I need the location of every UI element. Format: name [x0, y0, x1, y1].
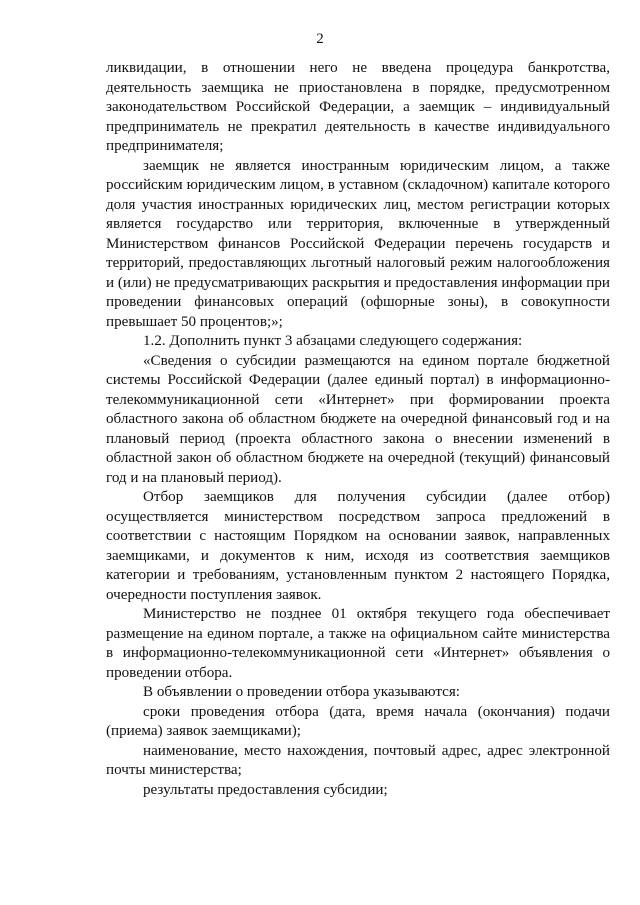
page-number: 2	[316, 31, 324, 47]
paragraph: Министерство не позднее 01 октября текущего года обеспечивает размещение на едином портале, а также на официальном сайте министерства в информационно-телекоммуникационной сети «Интернет» объявления о проведении отбора.	[106, 606, 610, 681]
paragraph: сроки проведения отбора (дата, время начала (окончания) подачи (приема) заявок заемщиками);	[106, 703, 610, 739]
paragraph: ликвидации, в отношении него не введена процедура банкротства, деятельность заемщика не приостановлена в порядке, предусмотренном законодательством Российской Федерации, а заемщик – индивидуальный предприниматель не прекратил деятельность в качестве индивидуального предпринимателя;	[106, 60, 610, 154]
paragraph: заемщик не является иностранным юридическим лицом, а также российским юридическим лицом, в уставном (складочном) капитале которого доля участия иностранных юридических лиц, местом регистрации которых является государство или территория, включенные в утвержденный Министерством финансов Российской Федерации перечень государств и территорий, предоставляющих льготный налоговый режим налогообложения и (или) не предусматривающих раскрытия и предоставления информации при проведении финансовых операций (офшорные зоны), в совокупности превышает 50 процентов;»;	[106, 157, 610, 330]
paragraph: В объявлении о проведении отбора указываются:	[143, 684, 460, 700]
paragraph: Отбор заемщиков для получения субсидии (далее отбор) осуществляется министерством посредством запроса предложений в соответствии с настоящим Порядком на основании заявок, направленных заемщиками, и документов к ним, исходя из соответствия заемщиков категории и требованиям, установленным пунктом 2 настоящего Порядка, очередности поступления заявок.	[106, 489, 610, 603]
paragraph: результаты предоставления субсидии;	[143, 781, 388, 798]
document-body	[106, 59, 610, 800]
paragraph: «Сведения о субсидии размещаются на едином портале бюджетной системы Российской Федерации (далее единый портал) в информационно-телекоммуникационной сети «Интернет» при формировании проекта областного закона об областном бюджете на очередной финансовый год и на плановый период (проекта областного закона о внесении изменений в областной закон об областном бюджете на очередной (текущий) финансовый год и на плановый период).	[106, 352, 610, 486]
paragraph: 1.2. Дополнить пункт 3 абзацами следующего содержания:	[143, 333, 523, 349]
paragraph: наименование, место нахождения, почтовый адрес, адрес электронной почты министерства;	[106, 742, 610, 778]
